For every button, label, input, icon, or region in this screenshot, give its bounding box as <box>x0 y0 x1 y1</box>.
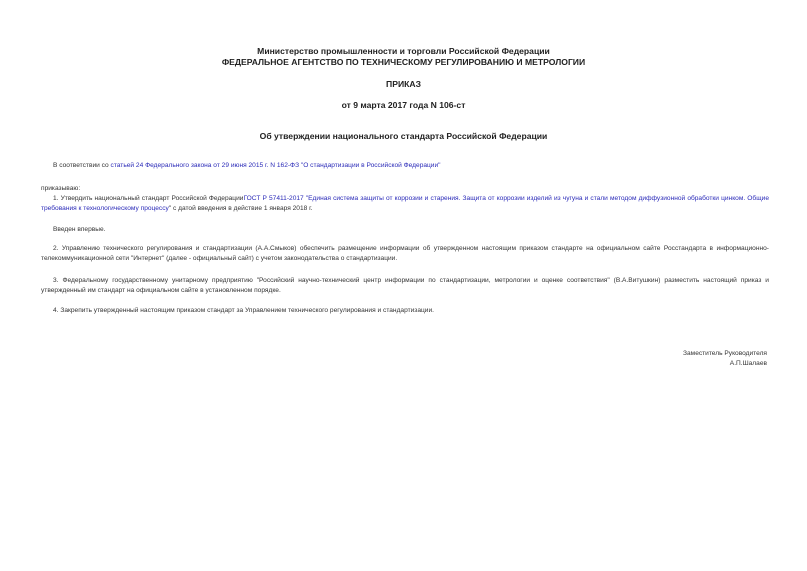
document-type: ПРИКАЗ <box>386 79 421 89</box>
item-1-prefix: 1. Утвердить национальный стандарт Российской Федерации <box>53 195 244 202</box>
document-subject: Об утверждении национального стандарта Российской Федерации <box>259 131 548 141</box>
item-2-paragraph: 2. Управлению технического регулирования и стандартизации (А.А.Смыков) обеспечить размещение информации об утвержденном настоящим приказом стандарте на официальном сайте Росстандарта в информационно-телекоммуникационной сети "Интернет" (далее - официальный сайт) с учетом законодательства о стандартизации. <box>41 245 769 262</box>
item-4-paragraph: 4. Закрепить утвержденный настоящим приказом стандарт за Управлением технического регулирования и стандартизации. <box>53 307 434 314</box>
orders-line: приказываю: <box>41 185 81 192</box>
ministry-title: Министерство промышленности и торговли Российской Федерации <box>257 46 550 56</box>
document-date-number: от 9 марта 2017 года N 106-ст <box>341 100 466 110</box>
intro-paragraph <box>41 161 769 171</box>
signatory-name: А.П.Шалаев <box>729 360 767 367</box>
signatory-position: Заместитель Руководителя <box>683 350 767 357</box>
agency-title: ФЕДЕРАЛЬНОЕ АГЕНТСТВО ПО ТЕХНИЧЕСКОМУ РЕГУЛИРОВАНИЮ И МЕТРОЛОГИИ <box>221 57 586 67</box>
item-1-paragraph <box>41 194 769 213</box>
intro-prefix: В соответствии со <box>53 162 111 169</box>
federal-law-link[interactable]: статьей 24 Федерального закона от 29 июня 2015 г. N 162-ФЗ "О стандартизации в Российской Федерации" <box>110 162 441 169</box>
item-1-suffix: " с датой введения в действие 1 января 2018 г. <box>168 204 313 212</box>
introduced-first-note: Введен впервые. <box>53 226 106 233</box>
gost-standard-link[interactable]: ГОСТ Р 57411-2017 "Единая система защиты от коррозии и старения. Защита от коррозии изделий из чугуна и стали методом диффузионной обработки цинком. Общие требования к технологическому процессу <box>41 195 769 212</box>
item-3-paragraph: 3. Федеральному государственному унитарному предприятию "Российский научно-технический центр информации по стандартизации, метрологии и оценке соответствия" (В.А.Витушкин) разместить настоящий приказ и утвержденный им стандарт на официальном сайте в установленном порядке. <box>41 277 769 294</box>
